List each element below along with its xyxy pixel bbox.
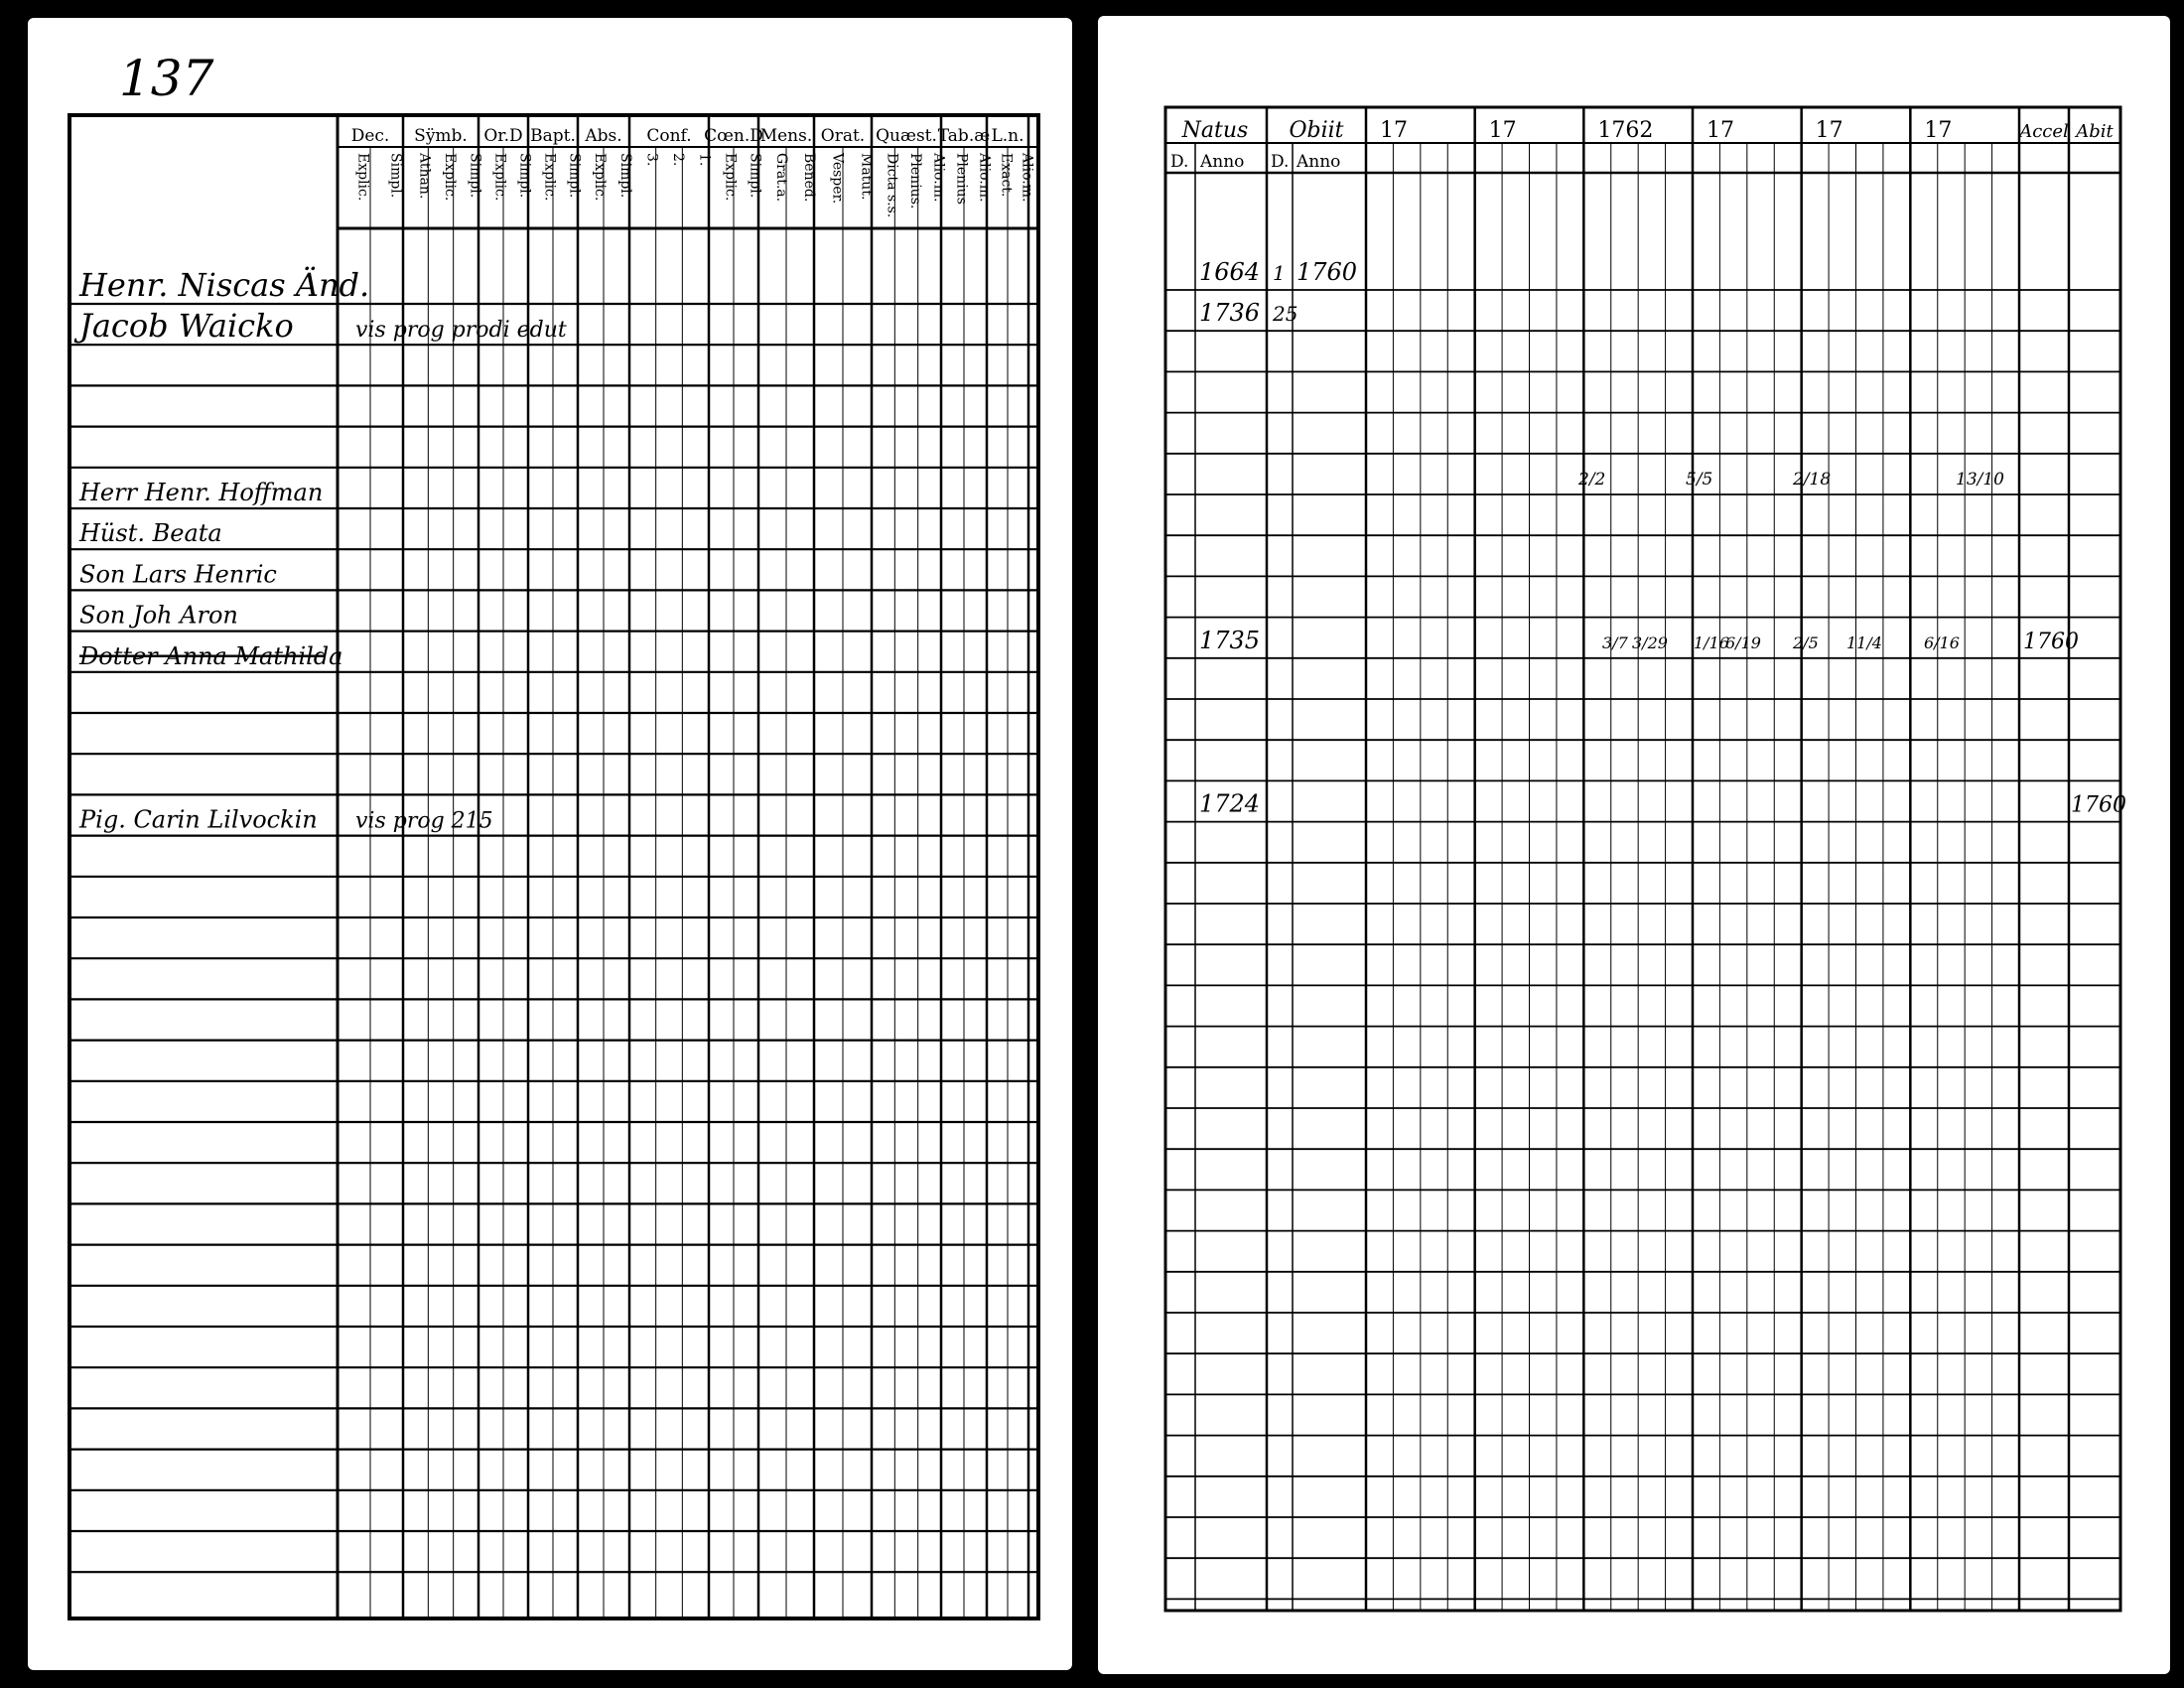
left-header-label: Sÿmb.: [414, 126, 468, 146]
left-header-sublabel: Plenius.: [907, 153, 923, 210]
left-header-sublabel: Simpl.: [617, 153, 633, 199]
left-header-sublabel: Vesper.: [829, 153, 846, 205]
obiit-d-value: 1: [1273, 261, 1286, 285]
natus-anno-value: 1736: [1199, 299, 1261, 328]
left-header-sublabel: Athan.: [416, 153, 433, 200]
natus-header: Natus: [1181, 118, 1249, 143]
left-entry-name: Jacob Waicko: [79, 307, 294, 346]
left-header-sublabel: Grat.a.: [773, 153, 789, 203]
left-header-label: Bapt.: [530, 126, 576, 146]
left-header-label: Or.D: [483, 126, 523, 146]
left-header-sublabel: 1.: [696, 153, 713, 167]
left-header-sublabel: 2.: [670, 153, 686, 167]
abit-value: 1760: [2071, 792, 2126, 818]
left-header-sublabel: Simpl.: [566, 153, 583, 199]
left-entry-name: Herr Henr. Hoffman: [79, 479, 324, 506]
left-header-sublabel: Alio.m.: [976, 153, 993, 203]
left-header-label: Quæst.: [876, 126, 937, 146]
left-entry-name: Son Joh Aron: [79, 601, 238, 630]
right-page: [1098, 16, 2170, 1674]
left-entry-name: Henr. Niscas Änd.: [79, 266, 370, 304]
left-header-label: Abs.: [585, 126, 622, 146]
left-header-label: Dec.: [350, 126, 390, 146]
obiit-anno-header: Anno: [1297, 152, 1341, 172]
left-header-sublabel: Simpl.: [467, 153, 483, 199]
left-header-sublabel: Simpl.: [387, 153, 404, 199]
left-header-sublabel: Matut.: [858, 153, 875, 201]
accel-header: Accel: [2019, 121, 2069, 142]
abit-header: Abit: [2076, 121, 2114, 142]
left-header-sublabel: Explic.: [541, 153, 558, 202]
tally-fraction: 5/5: [1686, 470, 1713, 490]
tally-fraction: 3/29: [1632, 633, 1668, 652]
natus-anno-value: 1724: [1199, 789, 1261, 818]
natus-anno-value: 1664: [1199, 258, 1261, 286]
left-header-label: Orat.: [820, 126, 866, 146]
left-page: [28, 18, 1072, 1670]
tally-fraction: 3/7: [1602, 633, 1628, 652]
left-header-sublabel: Explic.: [491, 153, 508, 202]
year-header: 17: [1815, 118, 1843, 143]
year-header: 17: [1706, 118, 1734, 143]
year-header: 17: [1380, 118, 1408, 143]
left-header-label: L.n.: [991, 126, 1024, 146]
left-entry-name: Pig. Carin Lilvockin: [79, 805, 318, 834]
tally-fraction: 2/18: [1793, 470, 1832, 490]
page-number: 137: [119, 50, 214, 107]
obiit-d-header: D.: [1271, 152, 1290, 172]
obiit-d-value: 25: [1273, 302, 1298, 327]
left-header-sublabel: Bened.: [801, 153, 817, 203]
tally-fraction: 2/5: [1793, 633, 1819, 652]
left-header-label: Tab.æ: [937, 126, 991, 146]
year-header: 17: [1924, 118, 1953, 143]
left-entry-name: Son Lars Henric: [79, 560, 277, 589]
left-entry-marks: vis prog prodi edut: [355, 318, 567, 344]
left-entry-name: Dotter Anna Mathilda: [79, 641, 343, 670]
obiit-header: Obiit: [1289, 118, 1344, 143]
right-table-frame: [1165, 107, 2120, 1611]
left-header-sublabel: Explic.: [442, 153, 458, 202]
right-register-table: [1098, 16, 2170, 1674]
left-header-sublabel: Plenius: [953, 153, 970, 205]
tally-fraction: 1/16: [1694, 633, 1729, 652]
year-header: 17: [1488, 118, 1517, 143]
left-header-label: Conf.: [646, 126, 692, 146]
obiit-anno-value: 1760: [1297, 258, 1358, 286]
tally-fraction: 13/10: [1956, 470, 2004, 490]
left-header-sublabel: Dicta s.s.: [884, 153, 900, 218]
tally-fraction: 11/4: [1846, 633, 1882, 652]
tally-fraction: 2/2: [1578, 470, 1606, 490]
left-header-sublabel: Explic.: [722, 153, 739, 202]
left-entry-marks: vis prog 215: [355, 808, 493, 834]
left-header-sublabel: Simpl.: [516, 153, 533, 199]
left-header-sublabel: Explic.: [354, 153, 371, 202]
natus-anno-value: 1735: [1199, 626, 1261, 654]
tally-fraction: 6/19: [1725, 633, 1761, 652]
accel-value: 1760: [2023, 629, 2079, 654]
natus-d-header: D.: [1170, 152, 1189, 172]
left-entry-name: Hüst. Beata: [79, 519, 222, 548]
natus-anno-header: Anno: [1200, 152, 1245, 172]
left-register-table: [28, 18, 1072, 1670]
left-header-sublabel: Explic.: [592, 153, 608, 202]
left-header-label: Cœn.D: [704, 126, 763, 146]
left-header-sublabel: Alio.m.: [1019, 153, 1035, 203]
left-header-sublabel: 3.: [643, 153, 660, 167]
tally-fraction: 6/16: [1924, 633, 1960, 652]
year-header: 1762: [1597, 118, 1654, 143]
left-header-sublabel: Simpl.: [747, 153, 763, 199]
left-header-sublabel: Exact.: [998, 153, 1015, 198]
left-header-sublabel: Alio.m.: [930, 153, 947, 203]
left-header-label: Mens.: [759, 126, 813, 146]
